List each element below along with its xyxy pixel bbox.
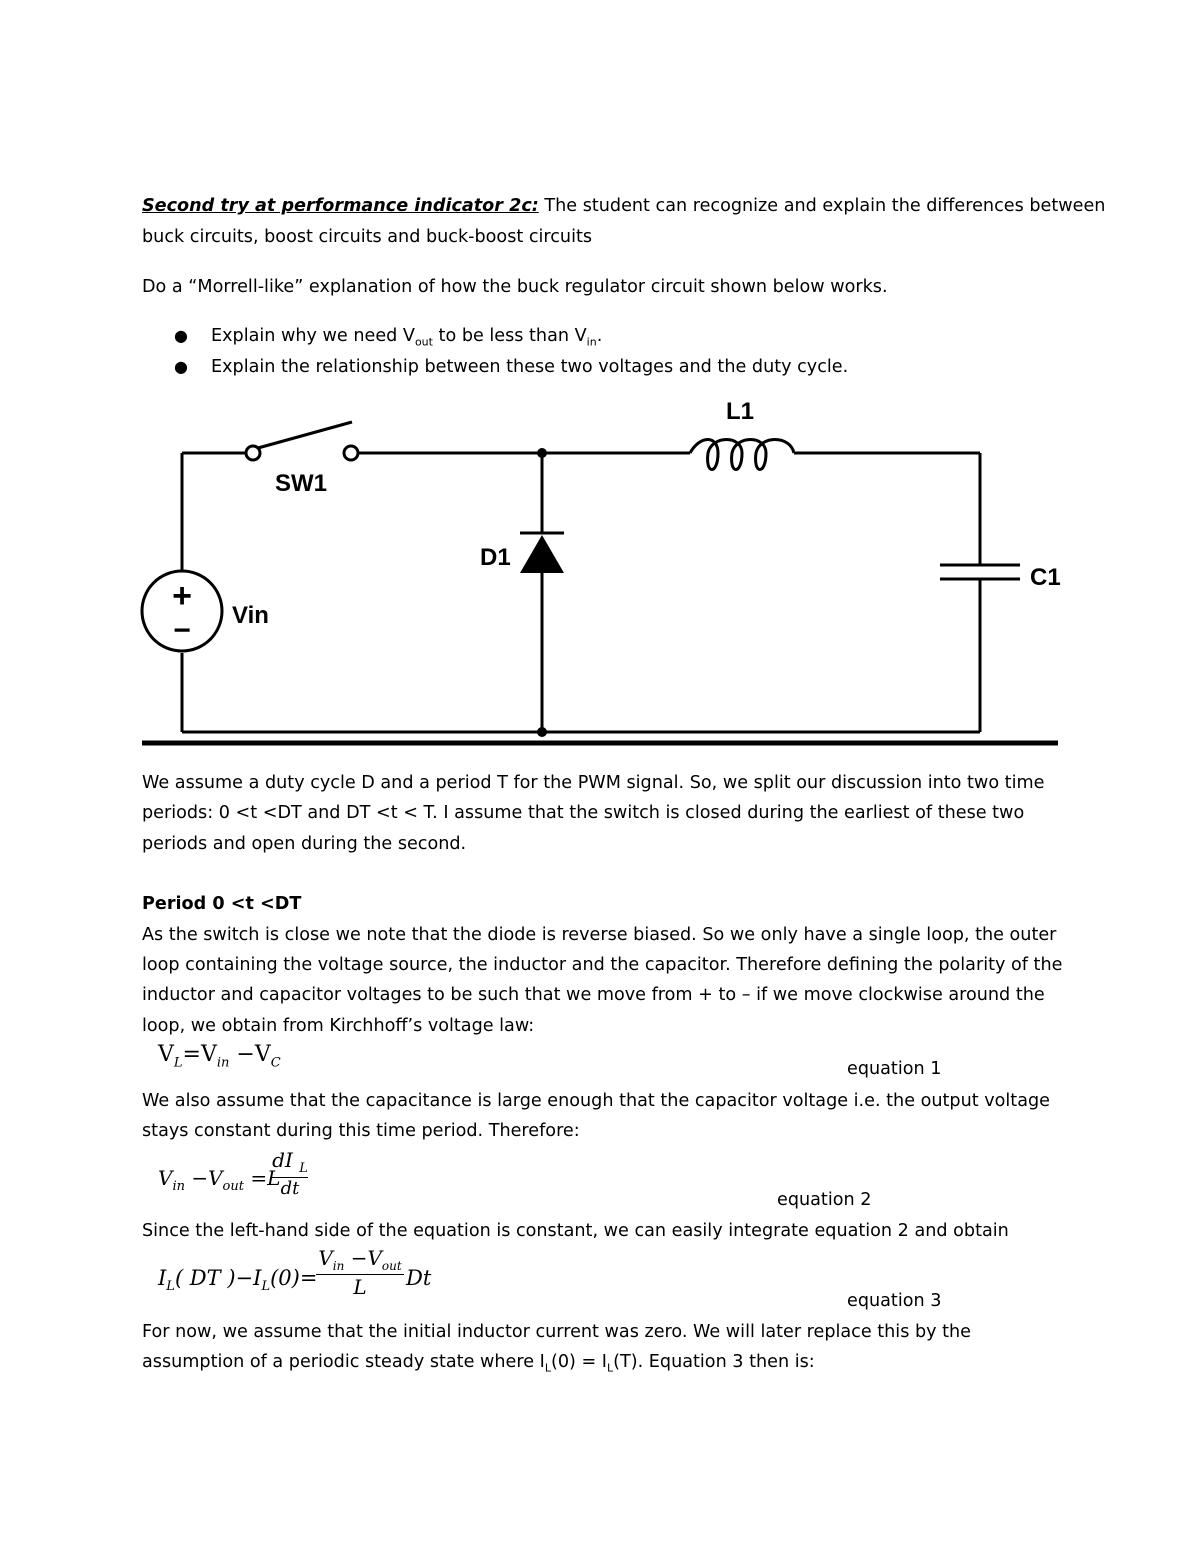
para2-line-2: loop containing the voltage source, the inductor and the capacitor. Therefore defining the polarity of the bbox=[142, 955, 1063, 975]
para5-text-b: (0) = I bbox=[550, 1352, 607, 1372]
para5-sub-2: L bbox=[607, 1361, 614, 1375]
eq2-vin: V bbox=[158, 1166, 173, 1190]
para3-line-1: We also assume that the capacitance is large enough that the capacitor voltage i.e. the output voltage bbox=[142, 1091, 1050, 1111]
bullet-1-text-c: . bbox=[596, 326, 603, 346]
eq3-num-out: out bbox=[381, 1259, 402, 1273]
para5-sub-1: L bbox=[544, 1361, 551, 1375]
para3-line-2: stays constant during this time period. Therefore: bbox=[142, 1121, 580, 1141]
para4-line: Since the left-hand side of the equation is constant, we can easily integrate equation 2 and obtain bbox=[142, 1221, 1009, 1241]
eq3-denominator: L bbox=[353, 1275, 367, 1299]
eq2-numerator bbox=[272, 1148, 308, 1178]
eq2-num-sub: L bbox=[299, 1161, 308, 1176]
para1-line-3: periods and open during the second. bbox=[142, 834, 467, 854]
indicator-heading-rest: The student can recognize and explain the differences between bbox=[538, 196, 1106, 216]
eq2-out-sub: out bbox=[222, 1179, 244, 1194]
eq1-vc-sub: C bbox=[270, 1055, 281, 1071]
diode-label: D1 bbox=[480, 544, 511, 571]
equation-2-label: equation 2 bbox=[777, 1190, 872, 1210]
buck-circuit-diagram bbox=[0, 395, 1200, 755]
para2-line-4: loop, we obtain from Kirchhoff’s voltage law: bbox=[142, 1016, 535, 1036]
eq3-dt-arg: ( DT ) bbox=[174, 1266, 236, 1290]
inductor-coil bbox=[690, 440, 794, 470]
bullet-1-text-b: to be less than V bbox=[432, 326, 587, 346]
equation-1-label: equation 1 bbox=[847, 1059, 942, 1079]
eq3-num-minus: −V bbox=[344, 1246, 382, 1270]
bullet-item-1 bbox=[211, 325, 602, 354]
bullet-item-2: Explain the relationship between these two voltages and the duty cycle. bbox=[211, 357, 849, 377]
switch-terminal-left bbox=[246, 446, 260, 460]
para1-line-2: periods: 0 <t <DT and DT <t < T. I assume that the switch is closed during the earliest of these two bbox=[142, 803, 1025, 823]
intro-line-1 bbox=[142, 195, 1105, 217]
switch-label: SW1 bbox=[275, 470, 328, 497]
para2-line-3: inductor and capacitor voltages to be such that we move from + to – if we move clockwise around the bbox=[142, 985, 1045, 1005]
bullet-1-sub-out: out bbox=[414, 335, 433, 349]
intro-line-2: buck circuits, boost circuits and buck-boost circuits bbox=[142, 227, 593, 247]
diode-triangle bbox=[520, 535, 564, 573]
bullet-1-text-a: Explain why we need V bbox=[211, 326, 415, 346]
cap-label: C1 bbox=[1030, 564, 1061, 591]
equation-2 bbox=[158, 1166, 280, 1194]
para2-line-1: As the switch is close we note that the diode is reverse biased. So we only have a single loop, the outer bbox=[142, 925, 1057, 945]
eq3-numerator bbox=[316, 1246, 404, 1275]
junction-bottom bbox=[537, 727, 547, 737]
eq3-tail: Dt bbox=[406, 1266, 432, 1290]
eq3-i: I bbox=[158, 1266, 167, 1290]
bullet-dot: ● bbox=[174, 357, 188, 376]
bullet-1-sub-in: in bbox=[586, 335, 597, 349]
eq2-minus-vout: −V bbox=[184, 1166, 223, 1190]
eq1-minus-vc: −V bbox=[229, 1042, 271, 1067]
switch-blade bbox=[258, 422, 352, 448]
eq1-eq-vin: =V bbox=[182, 1042, 217, 1067]
eq3-num-v: V bbox=[318, 1246, 333, 1270]
instruction-text: Do a “Morrell-like” explanation of how the buck regulator circuit shown below works. bbox=[142, 277, 888, 297]
eq3-fraction bbox=[316, 1246, 404, 1299]
eq3-l-sub2: L bbox=[261, 1279, 271, 1295]
eq3-num-in: in bbox=[332, 1259, 345, 1273]
para1-line-1: We assume a duty cycle D and a period T for the PWM signal. So, we split our discussion into two time bbox=[142, 773, 1045, 793]
eq3-l-sub: L bbox=[166, 1279, 175, 1295]
eq1-vl: V bbox=[158, 1042, 174, 1067]
eq2-in-sub: in bbox=[172, 1179, 185, 1194]
para5-text-c: (T). Equation 3 then is: bbox=[613, 1352, 815, 1372]
para5-line-1: For now, we assume that the initial inductor current was zero. We will later replace this by the bbox=[142, 1322, 972, 1342]
period-heading: Period 0 <t <DT bbox=[142, 894, 302, 914]
equation-3-label: equation 3 bbox=[847, 1291, 942, 1311]
junction-top bbox=[537, 448, 547, 458]
eq2-num: dI bbox=[272, 1148, 293, 1172]
inductor-label: L1 bbox=[726, 398, 755, 425]
eq1-vin-sub: in bbox=[216, 1055, 230, 1071]
equation-3 bbox=[158, 1266, 317, 1294]
eq1-vl-sub: L bbox=[173, 1055, 183, 1071]
source-plus: + bbox=[172, 577, 192, 615]
source-minus: − bbox=[173, 614, 191, 647]
para5-text-a: assumption of a periodic steady state where I bbox=[142, 1352, 545, 1372]
bullet-dot: ● bbox=[174, 326, 188, 345]
source-label: Vin bbox=[232, 602, 269, 629]
eq2-fraction bbox=[272, 1148, 308, 1199]
equation-1 bbox=[158, 1042, 281, 1070]
eq2-denominator: dt bbox=[280, 1178, 300, 1199]
eq2-eq-l: =L bbox=[243, 1166, 281, 1190]
para5-line-2 bbox=[142, 1351, 815, 1380]
eq3-zero-arg: (0)= bbox=[270, 1266, 318, 1290]
eq3-minus-i: −I bbox=[235, 1266, 262, 1290]
indicator-heading: Second try at performance indicator 2c: bbox=[142, 196, 539, 216]
switch-terminal-right bbox=[344, 446, 358, 460]
